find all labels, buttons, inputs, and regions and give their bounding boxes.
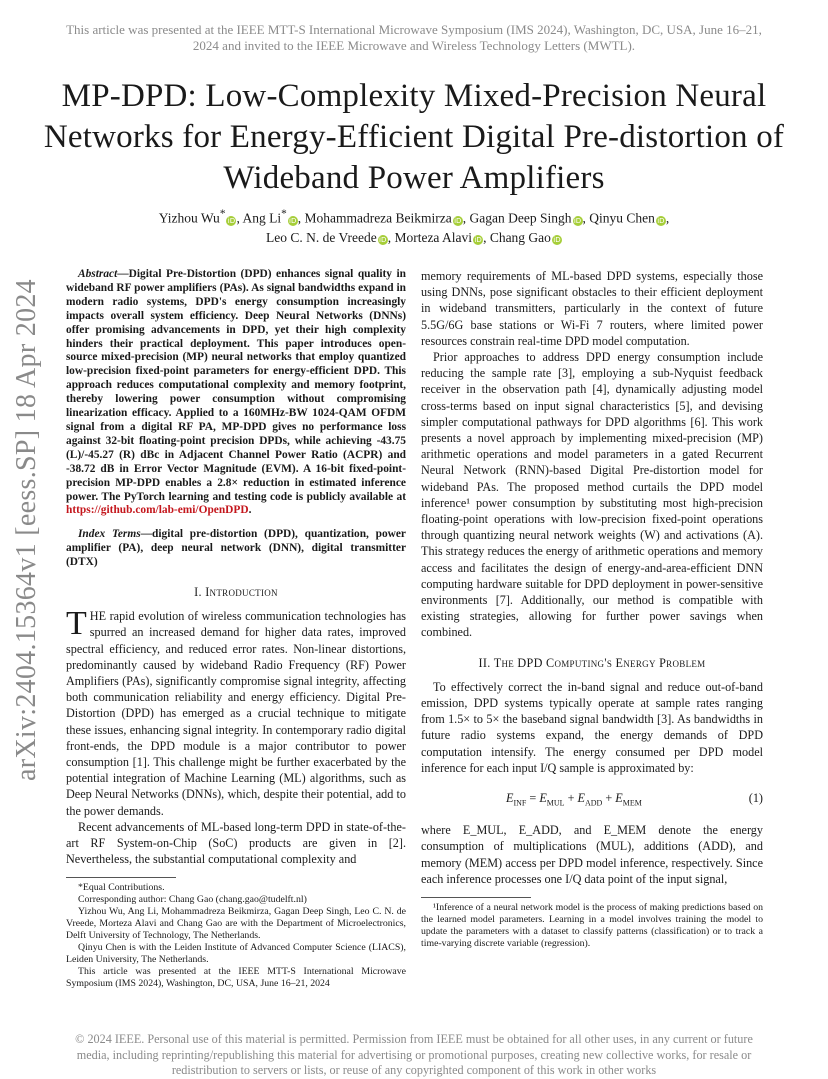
- arxiv-identifier: [11, 279, 42, 781]
- author-list: Yizhou Wu*iD, Ang Li*iD, Mohammadreza Beikmirza iD, Gagan Deep Singh iD, Qinyu Chen iD, Leo C. N. de Vreede iD, Morteza Alavi iD, Chang Gao iD: [158, 208, 670, 245]
- body-paragraph: where E_MUL, E_ADD, and E_MEM denote the energy consumption of multiplications (MUL), additions (ADD), and memory (MEM) access per DPD model inference, respectively. Since each inference processes one I/Q data point of the input signal,: [421, 823, 763, 886]
- abstract-end: .: [248, 504, 252, 517]
- author-name: Morteza Alavi: [394, 229, 473, 245]
- author-name: Leo C. N. de Vreede: [266, 229, 377, 245]
- footnote-divider: [66, 877, 176, 878]
- orcid-icon[interactable]: iD: [553, 235, 561, 244]
- author-name: Qinyu Chen: [589, 210, 655, 226]
- right-column: [421, 268, 763, 950]
- section-heading-introduction: I. Introduction: [194, 585, 278, 600]
- author-name: Chang Gao: [489, 229, 551, 245]
- orcid-icon[interactable]: iD: [227, 216, 236, 225]
- paper-title: MP-DPD: Low-Complexity Mixed-Precision Neural Networks for Energy-Efficient Digital Pre-distortion of Wideband Power Amplifiers: [43, 78, 785, 196]
- footnote: ¹Inference of a neural network model is the process of making predictions based on the learned model parameters. Learning in a model involves training the model to update the parameters with a dataset to classify patterns (classification) or to track a time-varying discrete variable (regression).: [421, 901, 763, 949]
- orcid-icon[interactable]: iD: [454, 216, 462, 225]
- equal-contribution-mark: *: [281, 208, 287, 220]
- footnote: Corresponding author: Chang Gao (chang.gao@tudelft.nl): [78, 894, 307, 906]
- equation-number: (1): [748, 791, 763, 806]
- orcid-icon[interactable]: iD: [474, 235, 482, 244]
- index-terms: [66, 528, 406, 570]
- arxiv-identifier-text: arXiv:2404.15364v1 [eess.SP] 18 Apr 2024: [11, 279, 42, 781]
- abstract-text: —Digital Pre-Distortion (DPD) enhances signal quality in wideband RF power amplifiers (PAs). As signal bandwidths expand in modern radio systems, DPD's energy consumption increasingly impacts overall system efficiency. Deep Neural Networks (DNNs) offer promising advancements in DPD, yet their high complexity hinders their practical deployment. This paper introduces open-source mixed-precision (MP) neural networks that employ quantized low-precision fixed-point parameters for energy-efficient DPD. This approach reduces computational complexity and memory footprint, thereby lowering power consumption without compromising linearization efficacy. Applied to a 160MHz-BW 1024-QAM OFDM signal from a digital RF PA, MP-DPD gives no performance loss against 32-bit floating-point precision DPDs, while achieving -43.75 (L)/-45.27 (R) dBc in Adjacent Channel Power Ratio (ACPR) and -38.72 dB in Error Vector Magnitude (EVM). A 16-bit fixed-point-precision MP-DPD enables a 2.8× reduction in estimated inference power. The PyTorch learning and testing code is publicly available at: [66, 268, 406, 503]
- author-name: Mohammadreza Beikmirza: [304, 210, 452, 226]
- intro-paragraph: [66, 605, 406, 819]
- orcid-icon[interactable]: iD: [573, 216, 582, 225]
- footnote: Qinyu Chen is with the Leiden Institute of Advanced Computer Science (LIACS), Leiden University, The Netherlands.: [66, 942, 406, 966]
- copyright-notice: © 2024 IEEE. Personal use of this material is permitted. Permission from IEEE must be obtained for all other uses, in any current or future media, including reprinting/republishing this material for advertising or promotional purposes, creating new collective works, for resale or redistribution to servers or lists, or reuse of any copyrighted component of this work in other works: [75, 1032, 753, 1077]
- orcid-icon[interactable]: iD: [379, 235, 387, 244]
- section-heading-energy-problem: II. The DPD Computing's Energy Problem: [478, 655, 706, 670]
- equal-contribution-mark: *: [219, 208, 226, 220]
- drop-cap: T: [66, 605, 87, 643]
- index-terms-label: Index Terms: [78, 528, 141, 541]
- author-name: Yizhou Wu: [158, 210, 220, 226]
- footnote: This article was presented at the IEEE MTT-S International Microwave Symposium (IMS 2024), Washington, DC, USA, June 16–21, 2024: [66, 966, 406, 990]
- abstract-label: Abstract: [78, 268, 118, 280]
- body-paragraph: To effectively correct the in-band signal and reduce out-of-band emission, DPD systems typically operate at sample rates ranging from 1.5× to 5× the baseband signal bandwidth [3]. As bandwidths in future radio systems expand, the energy demands of DPD computation intensify. The energy consumed per DPD model inference for each input I/Q sample is approximated by:: [421, 679, 763, 775]
- intro-paragraph-text: HE rapid evolution of wireless communication technologies has spurred an increased demand for higher data rates, improved spectral efficiency, and reduced error rates. Non-linear distortions, predominantly caused by wideband Radio Frequency (RF) Power Amplifiers (PAs), significantly compromise signal integrity, affecting both communication reliability and energy efficiency. Digital Pre-Distortion (DPD) has emerged as a crucial technique to mitigate these issues, enhancing signal integrity. In contemporary radio digital front-ends, the DPD module is a major contributor to power consumption [1]. This challenge might be further exacerbated by the potential integration of Machine Learning (ML) algorithms, such as Deep Neural Networks (DNNs), which, despite their potential, add to the power demands.: [66, 609, 406, 818]
- body-paragraph: Prior approaches to address DPD energy consumption include reducing the sample rate [3], employing a sub-Nyquist feedback receiver in the observation path [4], dynamically adjusting model cross-terms based on input signal characteristics [5], and devising simpler computational pathways for DPD algorithms [6]. This work presents a novel approach by implementing mixed-precision (MP) arithmetic operations and model parameters in a gated Recurrent Neural Network (RNN)-based Digital Pre-distortion model for wideband PAs. The proposed method curtails the DPD model inference¹ power consumption by substituting most high-precision floating-point operations with low-precision fixed-point operations through quantizing neural network weights (W) and activations (A). This strategy reduces the energy of arithmetic operations and memory access and facilitates the design of energy-and-area-efficient DNN computing hardware suitable for DPD deployment in power-sensitive environments [7]. Additionally, our method is compatible with existing strategies, allowing for further power savings when combined.: [421, 350, 763, 640]
- orcid-icon[interactable]: iD: [289, 216, 297, 225]
- index-terms-text: —digital pre-distortion (DPD), quantization, power amplifier (PA), deep neural network (DNN), digital transmitter (DTX): [66, 528, 406, 569]
- presentation-note: This article was presented at the IEEE MTT-S International Microwave Symposium (IMS 2024), Washington, DC, USA, June 16–21, 2024 and invited to the IEEE Microwave and Wireless Technology Letters (MWTL).: [66, 22, 762, 53]
- left-column: [66, 268, 406, 990]
- author-name: Ang Li: [242, 210, 282, 226]
- equation-1: [421, 790, 763, 810]
- code-repository-link[interactable]: https://github.com/lab-emi/OpenDPD: [66, 504, 249, 517]
- footnote: Yizhou Wu, Ang Li, Mohammadreza Beikmirza, Gagan Deep Singh, Leo C. N. de Vreede, Morteza Alavi and Chang Gao are with the Department of Microelectronics, Delft University of Technology, The Netherlands.: [66, 906, 406, 942]
- footnote: *Equal Contributions.: [78, 882, 165, 894]
- intro-paragraph: Recent advancements of ML-based long-term DPD in state-of-the-art RF System-on-Chip (SoC) products are given in [2]. Nevertheless, the substantial computational complexity and: [66, 819, 406, 867]
- footnote-divider: [421, 897, 531, 898]
- author-name: Gagan Deep Singh: [469, 210, 572, 226]
- equation-expression: $E_{INF} = E_{MUL} + E_{ADD} + E_{MEM}$: [506, 791, 642, 808]
- abstract: [66, 268, 406, 518]
- body-paragraph: memory requirements of ML-based DPD systems, especially those using DNNs, pose significant obstacles to their efficient deployment in wideband transmitters, particularly in the context of future 5.5G/6G base stations or Wi-Fi 7 routers, where limited power resources constrain real-time DPD model computation.: [421, 269, 763, 348]
- orcid-icon[interactable]: iD: [657, 216, 665, 225]
